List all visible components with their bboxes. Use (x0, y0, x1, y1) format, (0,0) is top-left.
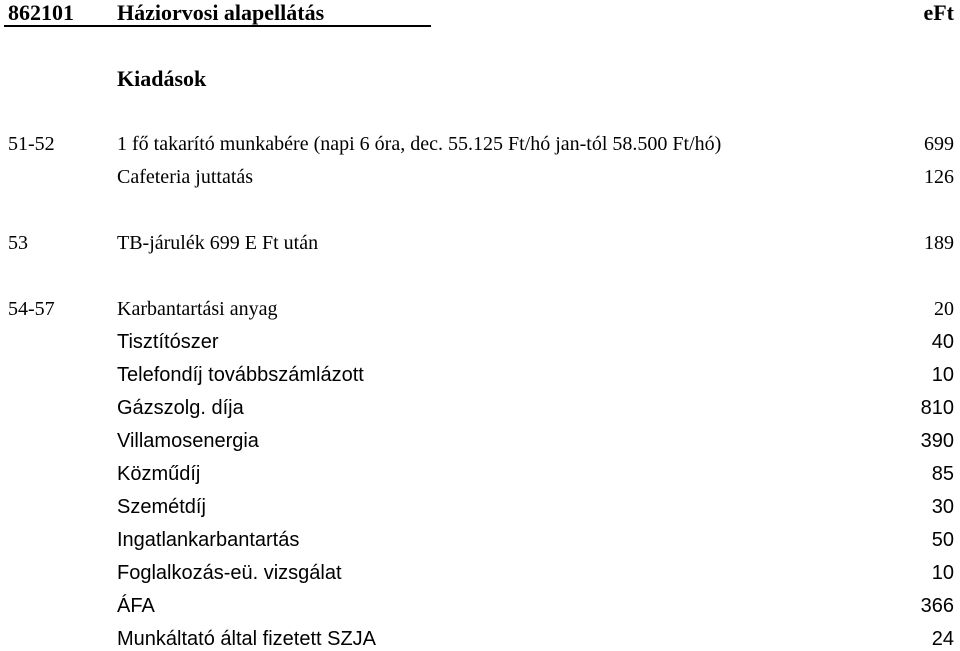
table-row-code: 51-52 (8, 133, 55, 155)
table-row-amount: 85 (931, 463, 954, 485)
table-row-amount: 366 (920, 595, 954, 617)
budget-code: 862101 (8, 0, 74, 25)
table-row-label: Telefondíj továbbszámlázott (117, 364, 364, 386)
table-row-amount: 10 (931, 364, 954, 386)
section-title: Kiadások (117, 66, 207, 91)
table-row-label: Gázszolg. díja (117, 397, 244, 419)
table-row-label: Cafeteria juttatás (117, 166, 254, 188)
table-row-label: Ingatlankarbantartás (117, 529, 300, 551)
table-row-amount: 50 (931, 529, 954, 551)
table-row-amount: 20 (934, 298, 954, 320)
table-row-label: Tisztítószer (117, 331, 219, 353)
table-row-code: 53 (8, 232, 28, 254)
table-row-label: ÁFA (117, 595, 155, 617)
table-row-amount: 30 (931, 496, 954, 518)
table-row-label: Munkáltató által fizetett SZJA (117, 628, 377, 650)
title-underline (4, 25, 431, 27)
table-row-label: TB-járulék 699 E Ft után (117, 232, 319, 254)
table-row-amount: 126 (924, 166, 954, 188)
table-row-label: Közműdíj (117, 463, 201, 485)
unit-label: eFt (923, 0, 954, 25)
table-row-label: Karbantartási anyag (117, 298, 278, 320)
table-row-label: Szemétdíj (117, 496, 206, 518)
table-row-code: 54-57 (8, 298, 55, 320)
page-title: Háziorvosi alapellátás (117, 0, 325, 25)
table-row-amount: 24 (931, 628, 954, 650)
table-row-amount: 810 (920, 397, 954, 419)
table-row-label: Villamosenergia (117, 430, 259, 452)
table-row-amount: 10 (931, 562, 954, 584)
table-row-amount: 40 (931, 331, 954, 353)
table-row-amount: 189 (924, 232, 954, 254)
table-row-label: 1 fő takarító munkabére (napi 6 óra, dec. 55.125 Ft/hó jan-tól 58.500 Ft/hó) (117, 133, 722, 155)
table-row-amount: 390 (920, 430, 954, 452)
table-row-amount: 699 (924, 133, 954, 155)
table-row-label: Foglalkozás-eü. vizsgálat (117, 562, 342, 584)
